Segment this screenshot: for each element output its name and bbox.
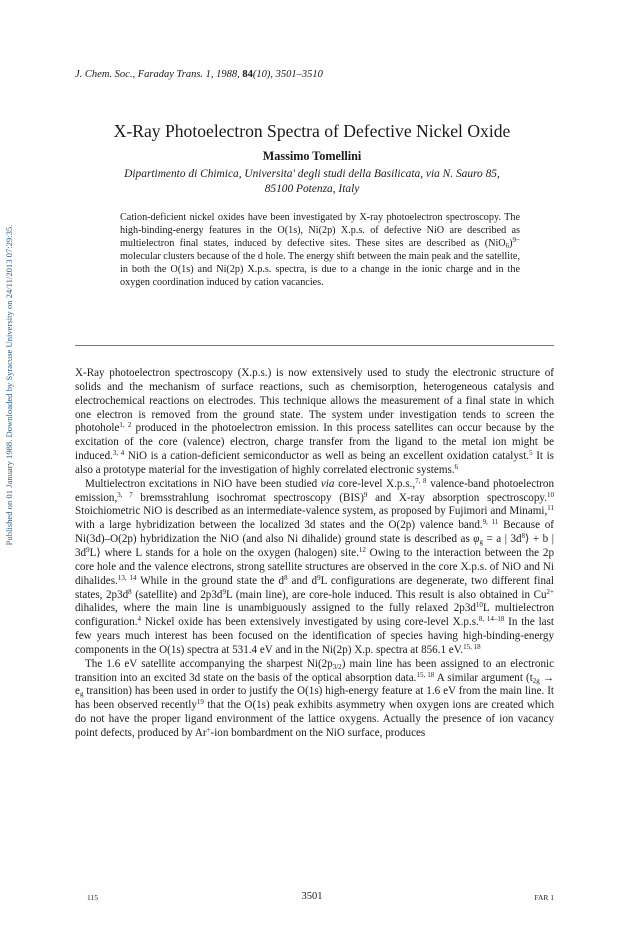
affiliation-line-1: Dipartimento di Chimica, Universita' degli studi della Basilicata, via N. Sauro 85, (124, 168, 500, 180)
journal-reference (75, 69, 323, 80)
page-number: 3501 (301, 891, 323, 902)
paragraph-1: X-Ray photoelectron spectroscopy (X.p.s.) is now extensively used to study the electronic structure of solids and the mechanism of surface reactions, such as chemisorption, heterogeneous catalysis and electrochemical reactions on electrodes. This technique allows the measurement of a final state in which one electron is removed from the ground state. The system under investigation tends to screen the photohole$^{1, 2}$ produced in the photoelectron emission. In this process satellites can occur because by the excitation of the core (valence) electron, charge transfer from the ligand to the metal ion might be induced.$^{3, 4}$ NiO is a cation-deficient semiconductor as well as being an excellent oxidation catalyst.$^5$ It is also a prototype material for the investigation of highly correlated electronic systems.$^6$ (75, 367, 554, 476)
download-watermark-text: Published on 01 January 1988. Downloaded by Syracuse University on 24/11/2013 07:29:35. (4, 224, 14, 546)
journal-issue-pages: (10), 3501–3510 (252, 69, 323, 80)
footer-signature: FAR 1 (534, 893, 554, 902)
affiliation-line-2: 85100 Potenza, Italy (264, 183, 360, 195)
journal-volume: 84 (242, 69, 253, 80)
paragraph-3: The 1.6 eV satellite accompanying the sharpest $Ni(2p_{3/2})$ main line has been assigned to an electronic transition into an excited 3d state on the basis of the optical absorption data.$^{15, 18}$ A similar argument ($t_{2g} \to e_g$ transition) has been used in order to justify the O(1s) high-energy feature at 1.6 eV from the main line. It has been observed recently$^{19}$ that the O(1s) peak exhibits asymmetry when oxygen ions are created which do not have the proper ligand environment of the lattice oxygens. Actually the presence of ion vacancy point defects, produced by Ar+-ion bombardment on the NiO surface, produces (75, 657, 555, 739)
download-watermark (2, 150, 16, 620)
article-author: Massimo Tomellini (262, 149, 362, 163)
abstract: Cation-deficient nickel oxides have been investigated by X-ray photoelectron spectroscopy. The high-binding-energy features in the O(1s), Ni(2p) X.p.s. of defective NiO are described as multielectron final states, induced by defective sites. These sites are described as $(NiO_6)^{9-}$ molecular clusters because of the d hole. The energy shift between the main peak and the satellite, in both the O(1s) and Ni(2p) X.p.s. spectra, is due to a change in the ionic charge and in the oxygen coordination induced by cation vacancies. (120, 212, 520, 289)
journal-name: J. Chem. Soc., Faraday Trans. 1, (75, 69, 214, 80)
abstract-divider (75, 345, 554, 346)
journal-year: 1988, (216, 69, 240, 80)
article-body (75, 367, 554, 741)
author-affiliation (0, 167, 624, 197)
paragraph-2: Multielectron excitations in NiO have been studied via core-level X.p.s.,$^{7, 8}$ valence-band photoelectron emission,$^{3, 7}$ bremsstrahlung isochromat spectroscopy (BIS)$^9$ and X-ray absorption spectroscopy.$^{10}$ Stoichiometric NiO is described as an intermediate-valence system, as proposed by Fujimori and Minami,$^{11}$ with a large hybridization between the localized 3d states and the O(2p) valence band.$^{9, 11}$ Because of Ni(3d)–O(2p) hybridization the NiO (and also Ni dihalide) ground state is described as $\varphi_g = a$ | $3d^8⟩ + b$ | $3d^9L⟩$ where L stands for a hole on the oxygen (halogen) site.$^{12}$ Owing to the interaction between the 2p core hole and the valence electrons, strong satellite structures are observed in the core X.p.s. of NiO and Ni dihalides.$^{13, 14}$ While in the ground state the $d^8$ and $d^9L$ configurations are degenerate, two different final states, $2p3d^8$ (satellite) and $2p3d^9L$ (main line), are core-hole induced. This result is also obtained in $Cu^{2+}$ dihalides, where the main line is unambiguously assigned to the fully relaxed $2p3d^{10}L$ multielectron configuration.$^4$ Nickel oxide has been extensively investigated by using core-level X.p.s.$^{8, 14-18}$ In the last few years much interest has been focused on the identification of species having high-binding-energy components in the O(1s) spectra at 531.4 eV and in the Ni(2p) X.p. spectra at 856.1 eV.$^{15, 18}$ (75, 476, 555, 656)
footer-code: 115 (87, 893, 98, 902)
article-title: X-Ray Photoelectron Spectra of Defective Nickel Oxide (113, 121, 511, 141)
